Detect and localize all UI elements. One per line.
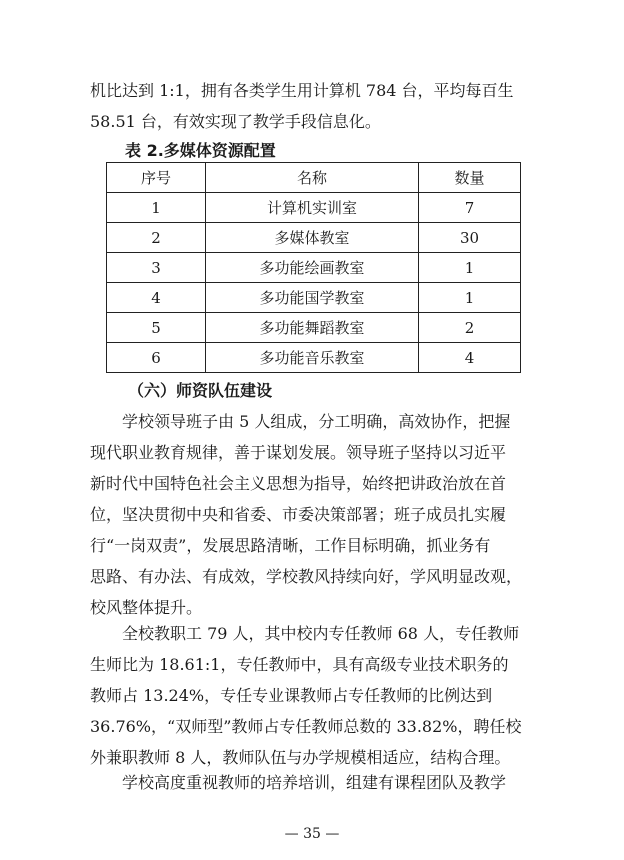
cell-name: 多功能国学教室 (206, 283, 419, 313)
table-row (107, 193, 521, 223)
intro-paragraph (90, 75, 535, 137)
cell-index: 1 (107, 193, 206, 223)
column-header-index: 序号 (107, 163, 206, 193)
table-row (107, 223, 521, 253)
resource-table (106, 162, 521, 373)
text-line: 位，坚决贯彻中央和省委、市委决策部署；班子成员扎实履 (90, 505, 507, 524)
cell-name: 多功能舞蹈教室 (206, 313, 419, 343)
training-paragraph (90, 767, 535, 798)
cell-index: 4 (107, 283, 206, 313)
cell-count: 7 (419, 193, 521, 223)
cell-index: 3 (107, 253, 206, 283)
cell-count: 30 (419, 223, 521, 253)
table-row (107, 313, 521, 343)
staff-paragraph (90, 618, 535, 773)
column-header-name: 名称 (206, 163, 419, 193)
text-line: 学校领导班子由 5 人组成，分工明确，高效协作，把握 (90, 412, 511, 431)
leadership-paragraph (90, 406, 535, 623)
table-row (107, 283, 521, 313)
text-line: 思路、有办法、有成效，学校教风持续向好，学风明显改观， (90, 567, 523, 586)
cell-count: 1 (419, 283, 521, 313)
text-line: 外兼职教师 8 人，教师队伍与办学规模相适应，结构合理。 (90, 748, 511, 767)
table-caption: 表 2.多媒体资源配置 (125, 141, 276, 160)
column-header-count: 数量 (419, 163, 521, 193)
text-line: 全校教职工 79 人，其中校内专任教师 68 人，专任教师 (90, 624, 520, 643)
cell-name: 多功能绘画教室 (206, 253, 419, 283)
text-line: 58.51 台，有效实现了教学手段信息化。 (90, 112, 381, 131)
page-number: — 35 — (284, 826, 340, 842)
cell-index: 2 (107, 223, 206, 253)
text-line: 生师比为 18.61:1，专任教师中，具有高级专业技术职务的 (90, 655, 509, 674)
text-line: 教师占 13.24%，专任专业课教师占专任教师的比例达到 (90, 686, 493, 705)
cell-count: 1 (419, 253, 521, 283)
text-line: 学校高度重视教师的培养培训，组建有课程团队及教学 (90, 773, 507, 792)
cell-name: 多功能音乐教室 (206, 343, 419, 373)
text-line: 校风整体提升。 (90, 598, 203, 617)
cell-index: 6 (107, 343, 206, 373)
cell-count: 4 (419, 343, 521, 373)
text-line: 新时代中国特色社会主义思想为指导，始终把讲政治放在首 (90, 474, 507, 493)
table-row (107, 253, 521, 283)
text-line: 机比达到 1:1，拥有各类学生用计算机 784 台，平均每百生 (90, 81, 514, 100)
table-header-row (107, 163, 521, 193)
text-line: 现代职业教育规律，善于谋划发展。领导班子坚持以习近平 (90, 443, 507, 462)
cell-index: 5 (107, 313, 206, 343)
section-heading: （六）师资队伍建设 (128, 381, 273, 400)
cell-name: 计算机实训室 (206, 193, 419, 223)
cell-count: 2 (419, 313, 521, 343)
table-row (107, 343, 521, 373)
cell-name: 多媒体教室 (206, 223, 419, 253)
text-line: 行“一岗双责”，发展思路清晰，工作目标明确，抓业务有 (90, 536, 491, 555)
text-line: 36.76%，“双师型”教师占专任教师总数的 33.82%，聘任校 (90, 717, 522, 736)
